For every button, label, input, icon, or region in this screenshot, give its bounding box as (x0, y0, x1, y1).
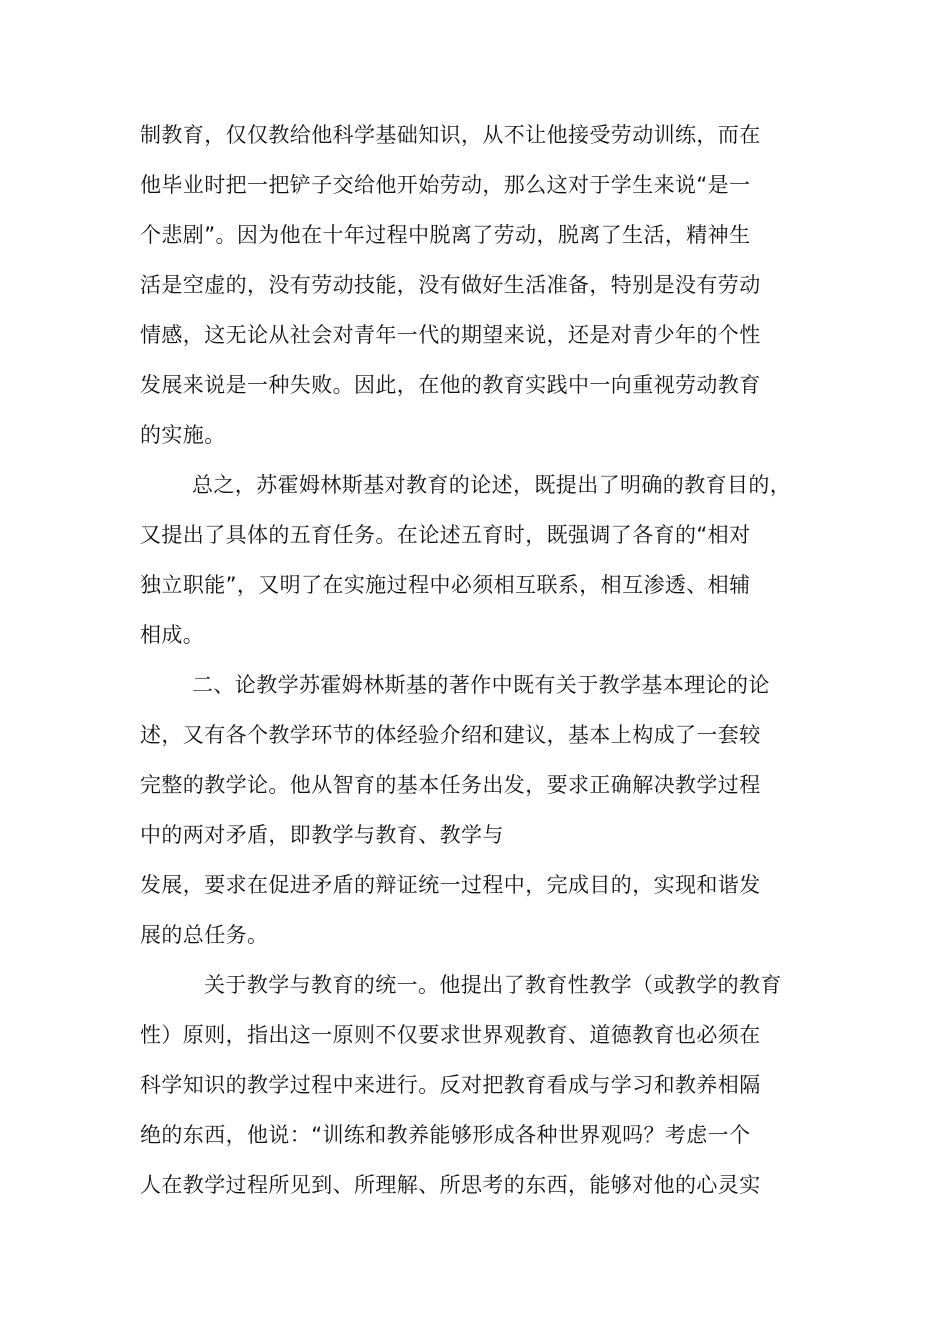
text-line: 个悲剧”。因为他在十年过程中脱离了劳动，脱离了生活，精神生 (140, 223, 751, 247)
text-line: 性）原则，指出这一原则不仅要求世界观教育、道德教育也必须在 (140, 1023, 761, 1047)
text-line: 人在教学过程所见到、所理解、所思考的东西，能够对他的心灵实 (140, 1173, 761, 1197)
text-line: 情感，这无论从社会对青年一代的期望来说，还是对青少年的个性 (140, 323, 761, 347)
text-line: 他毕业时把一把铲子交给他开始劳动，那么这对于学生来说“是一 (140, 173, 751, 197)
text-line: 展的总任务。 (140, 923, 269, 947)
text-line: 的实施。 (140, 423, 226, 447)
text-line: 述，又有各个教学环节的体经验介绍和建议，基本上构成了一套较 (140, 723, 761, 747)
text-line: 科学知识的教学过程中来进行。反对把教育看成与学习和教养相隔 (140, 1073, 761, 1097)
text-line: 绝的东西，他说：“训练和教养能够形成各种世界观吗？考虑一个 (140, 1123, 751, 1147)
text-line: 又提出了具体的五育任务。在论述五育时，既强调了各育的“相对 (140, 523, 751, 547)
text-line: 活是空虚的，没有劳动技能，没有做好生活准备，特别是没有劳动 (140, 273, 761, 297)
paragraph-first-line: 总之，苏霍姆林斯基对教育的论述，既提出了明确的教育目的， (192, 473, 792, 497)
text-line: 发展，要求在促进矛盾的辩证统一过程中，完成目的，实现和谐发 (140, 873, 761, 897)
text-line: 完整的教学论。他从智育的基本任务出发，要求正确解决教学过程 (140, 773, 761, 797)
text-line: 相成。 (140, 623, 205, 647)
text-line: 发展来说是一种失败。因此，在他的教育实践中一向重视劳动教育 (140, 373, 761, 397)
section-heading-line: 二、论教学苏霍姆林斯基的著作中既有关于教学基本理论的论 (192, 673, 770, 697)
text-line: 制教育，仅仅教给他科学基础知识，从不让他接受劳动训练，而在 (140, 123, 761, 147)
paragraph-first-line: 关于教学与教育的统一。他提出了教育性教学（或教学的教育 (204, 973, 782, 997)
text-line: 独立职能”，又明了在实施过程中必须相互联系，相互渗透、相辅 (140, 573, 751, 597)
text-line: 中的两对矛盾，即教学与教育、教学与 (140, 823, 504, 847)
